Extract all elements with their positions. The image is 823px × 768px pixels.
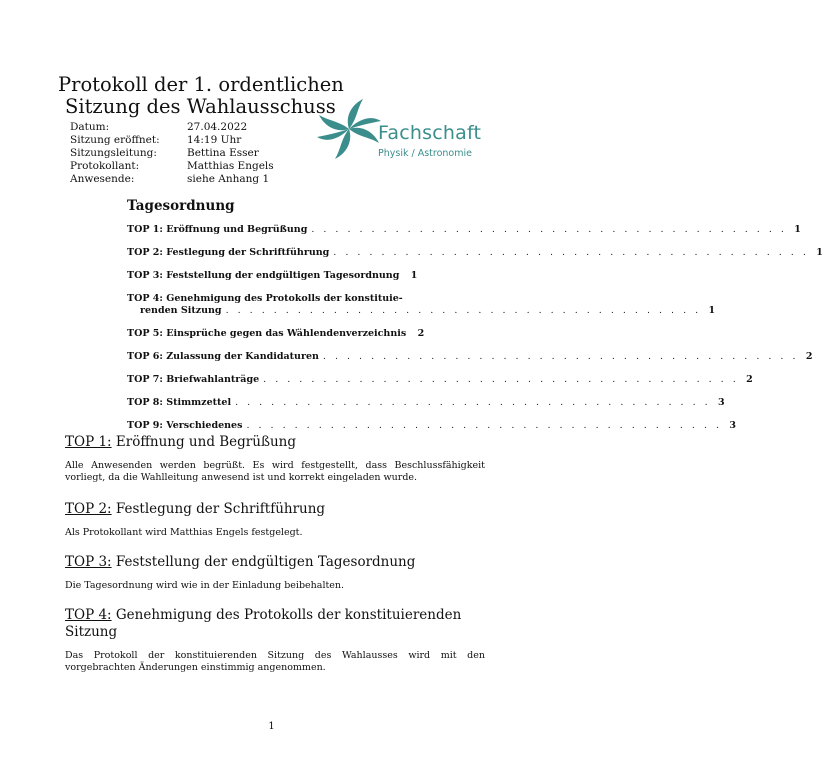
meta-value: Matthias Engels	[187, 160, 274, 172]
toc-item[interactable]	[127, 397, 725, 409]
title-line-1: Protokoll der 1. ordentlichen	[58, 73, 344, 96]
section-top-4	[65, 607, 485, 674]
section-number: TOP 1:	[65, 434, 112, 450]
section-title: Eröffnung und Begrüßung	[115, 434, 297, 450]
toc-item-label: TOP 3: Feststellung der endgültigen Tagesordnung	[127, 270, 400, 281]
section-top-2	[65, 501, 485, 539]
section-number: TOP 3:	[65, 554, 112, 570]
toc-item[interactable]	[127, 374, 753, 386]
section-top-1	[65, 434, 485, 484]
section-heading	[65, 434, 485, 451]
toc-item-label: TOP 8: Stimmzettel	[127, 397, 232, 408]
meta-row	[70, 134, 274, 147]
toc-item[interactable]	[127, 351, 813, 363]
toc-dots: . . . . . . . . . . . . . . . . . . . . . . . . . . . . . . . . . . . . . . . .	[263, 374, 739, 385]
meta-table	[70, 121, 274, 186]
meta-label: Anwesende:	[70, 173, 135, 185]
table-of-contents	[127, 198, 823, 443]
meta-value: siehe Anhang 1	[187, 173, 270, 185]
section-top-3	[65, 554, 485, 592]
meta-label: Datum:	[70, 121, 110, 133]
section-heading	[65, 501, 485, 518]
title-line-2: Sitzung des Wahlausschuss	[65, 95, 336, 118]
meta-value: Bettina Esser	[187, 147, 259, 159]
toc-item[interactable]	[127, 420, 737, 432]
toc-dots: . . . . . . . . . . . . . . . . . . . . . . . . . . . . . . . . . . . . . . . .	[246, 420, 723, 431]
pinwheel-logo-icon	[314, 94, 384, 164]
toc-item[interactable]	[127, 247, 823, 259]
meta-row	[70, 173, 274, 186]
section-title: Festlegung der Schriftführung	[115, 501, 326, 517]
section-heading	[65, 607, 485, 641]
toc-item-label: TOP 4: Genehmigung des Protokolls der konstituie-	[127, 293, 403, 304]
toc-dots: . . . . . . . . . . . . . . . . . . . . . . . . . . . . . . . . . . . . . . . .	[311, 224, 787, 235]
toc-item-label: TOP 6: Zulassung der Kandidaturen	[127, 351, 319, 362]
toc-item-label: TOP 2: Festlegung der Schriftführung	[127, 247, 330, 258]
fachschaft-logo	[310, 92, 490, 172]
section-title: Genehmigung des Protokolls der konstituierenden Sitzung	[65, 607, 462, 640]
toc-item-page: 3	[718, 397, 725, 408]
toc-item[interactable]	[127, 224, 801, 236]
toc-item[interactable]	[127, 328, 425, 340]
meta-row	[70, 147, 274, 160]
meta-label: Sitzungsleitung:	[70, 147, 157, 159]
logo-name: Fachschaft	[378, 122, 482, 144]
section-heading	[65, 554, 485, 571]
toc-dots: . . . . . . . . . . . . . . . . . . . . . . . . . . . . . . . . . . . . . . . .	[322, 351, 799, 362]
toc-item[interactable]	[127, 293, 716, 317]
section-body: Das Protokoll der konstituierenden Sitzung des Wahlausses wird mit den vorgebrachten Änderungen einstimmig angenommen.	[65, 650, 485, 673]
page-number: 1	[268, 721, 275, 732]
toc-item-page: 2	[417, 328, 425, 339]
section-number: TOP 2:	[65, 501, 112, 517]
meta-value: 27.04.2022	[187, 121, 248, 133]
meta-label: Protokollant:	[70, 160, 140, 172]
meta-value: 14:19 Uhr	[187, 134, 242, 146]
section-body: Als Protokollant wird Matthias Engels festgelegt.	[65, 527, 303, 538]
toc-item-page: 1	[816, 247, 823, 258]
document-title	[58, 74, 348, 118]
toc-item[interactable]	[127, 270, 417, 282]
toc-item-label: TOP 1: Eröffnung und Begrüßung	[127, 224, 308, 235]
toc-dots: . . . . . . . . . . . . . . . . . . . . . . . . . . . . . . . . . . . . . . . .	[235, 397, 711, 408]
toc-item-label: TOP 7: Briefwahlanträge	[127, 374, 260, 385]
toc-item-label-continued: renden Sitzung	[140, 305, 222, 316]
section-body: Alle Anwesenden werden begrüßt. Es wird festgestellt, dass Beschlussfähigkeit vorliegt, da die Wahlleitung anwesend ist und korrekt eingeladen wurde.	[65, 460, 485, 483]
meta-row	[70, 160, 274, 173]
toc-item-page: 1	[794, 224, 801, 235]
toc-item-page: 2	[746, 374, 753, 385]
logo-subtitle: Physik / Astronomie	[378, 148, 472, 159]
toc-dots: . . . . . . . . . . . . . . . . . . . . . . . . . . . . . . . . . . . . . . . .	[333, 247, 809, 258]
toc-item-page: 1	[410, 270, 418, 281]
toc-item-page: 3	[729, 420, 737, 431]
toc-item-label: TOP 5: Einsprüche gegen das Wählendenverzeichnis	[127, 328, 407, 339]
section-number: TOP 4:	[65, 607, 112, 623]
toc-dots: . . . . . . . . . . . . . . . . . . . . . . . . . . . . . . . . . . . . . . . .	[225, 305, 702, 316]
toc-item-label: TOP 9: Verschiedenes	[127, 420, 243, 431]
section-title: Feststellung der endgültigen Tagesordnung	[115, 554, 416, 570]
meta-row	[70, 121, 274, 134]
toc-item-page: 1	[708, 305, 716, 316]
meta-label: Sitzung eröffnet:	[70, 134, 160, 146]
toc-heading: Tagesordnung	[127, 198, 235, 214]
toc-item-page: 2	[805, 351, 813, 362]
section-body: Die Tagesordnung wird wie in der Einladung beibehalten.	[65, 580, 345, 591]
